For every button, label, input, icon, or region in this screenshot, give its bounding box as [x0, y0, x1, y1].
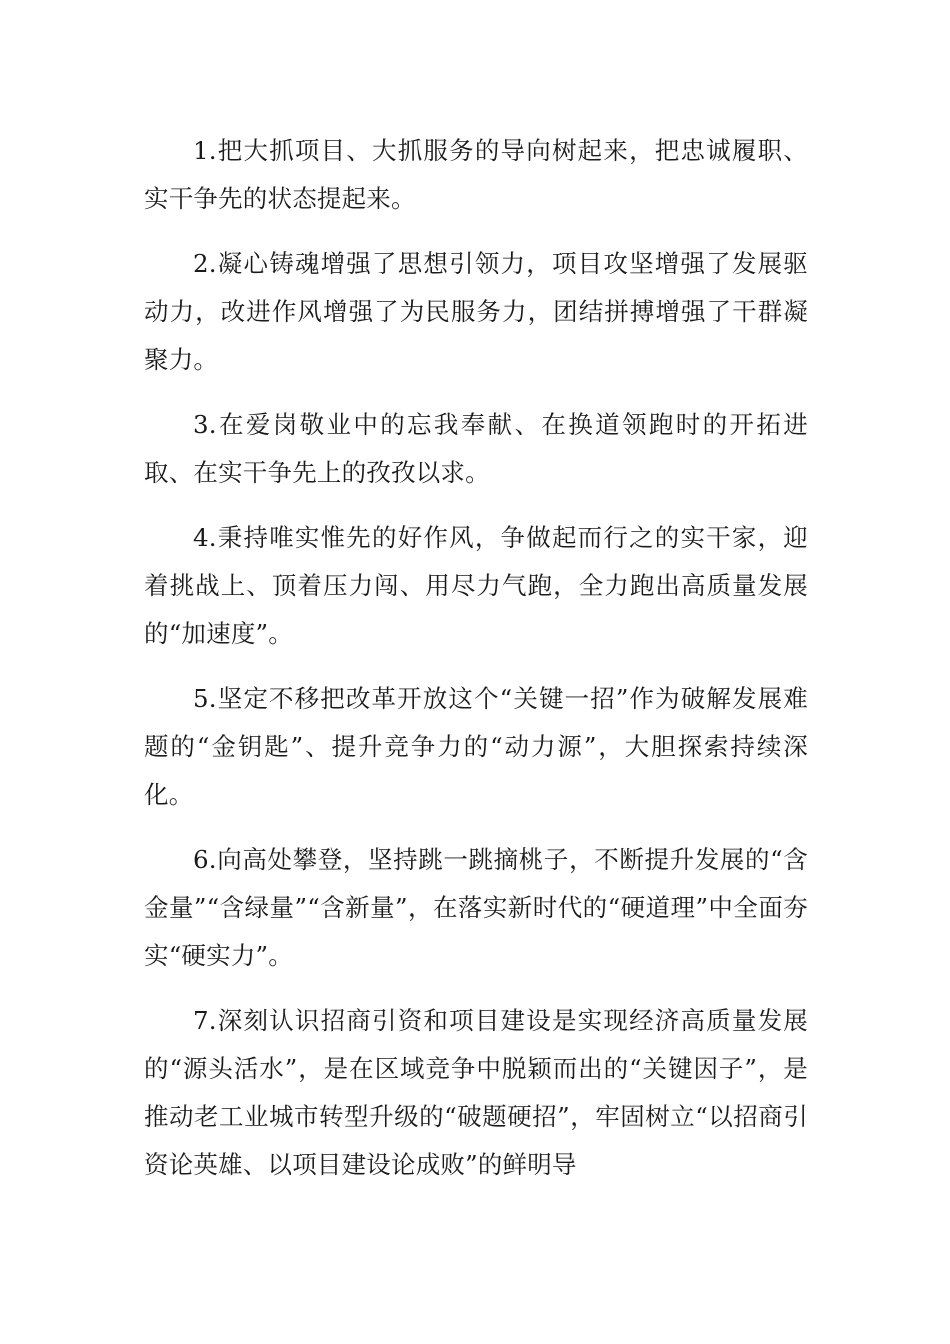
- paragraph-7: 7.深刻认识招商引资和项目建设是实现经济高质量发展的“源头活水”，是在区域竞争中脱颖而出的“关键因子”，是推动老工业城市转型升级的“破题硬招”，牢固树立“以招商引资论英雄、以项目建设论成败”的鲜明导: [144, 1006, 808, 1179]
- document-body: [144, 127, 808, 1206]
- paragraph-3: 3.在爱岗敬业中的忘我奉献、在换道领跑时的开拓进取、在实干争先上的孜孜以求。: [144, 410, 808, 487]
- paragraph-6: 6.向高处攀登，坚持跳一跳摘桃子，不断提升发展的“含金量”“含绿量”“含新量”，在落实新时代的“硬道理”中全面夯实“硬实力”。: [144, 845, 808, 970]
- paragraph-2: 2.凝心铸魂增强了思想引领力，项目攻坚增强了发展驱动力，改进作风增强了为民服务力，团结拼搏增强了干群凝聚力。: [144, 249, 808, 374]
- paragraph-4: 4.秉持唯实惟先的好作风，争做起而行之的实干家，迎着挑战上、顶着压力闯、用尽力气跑，全力跑出高质量发展的“加速度”。: [144, 523, 808, 648]
- paragraph-5: 5.坚定不移把改革开放这个“关键一招”作为破解发展难题的“金钥匙”、提升竞争力的“动力源”，大胆探索持续深化。: [144, 684, 808, 809]
- paragraph-1: 1.把大抓项目、大抓服务的导向树起来，把忠诚履职、实干争先的状态提起来。: [144, 136, 808, 213]
